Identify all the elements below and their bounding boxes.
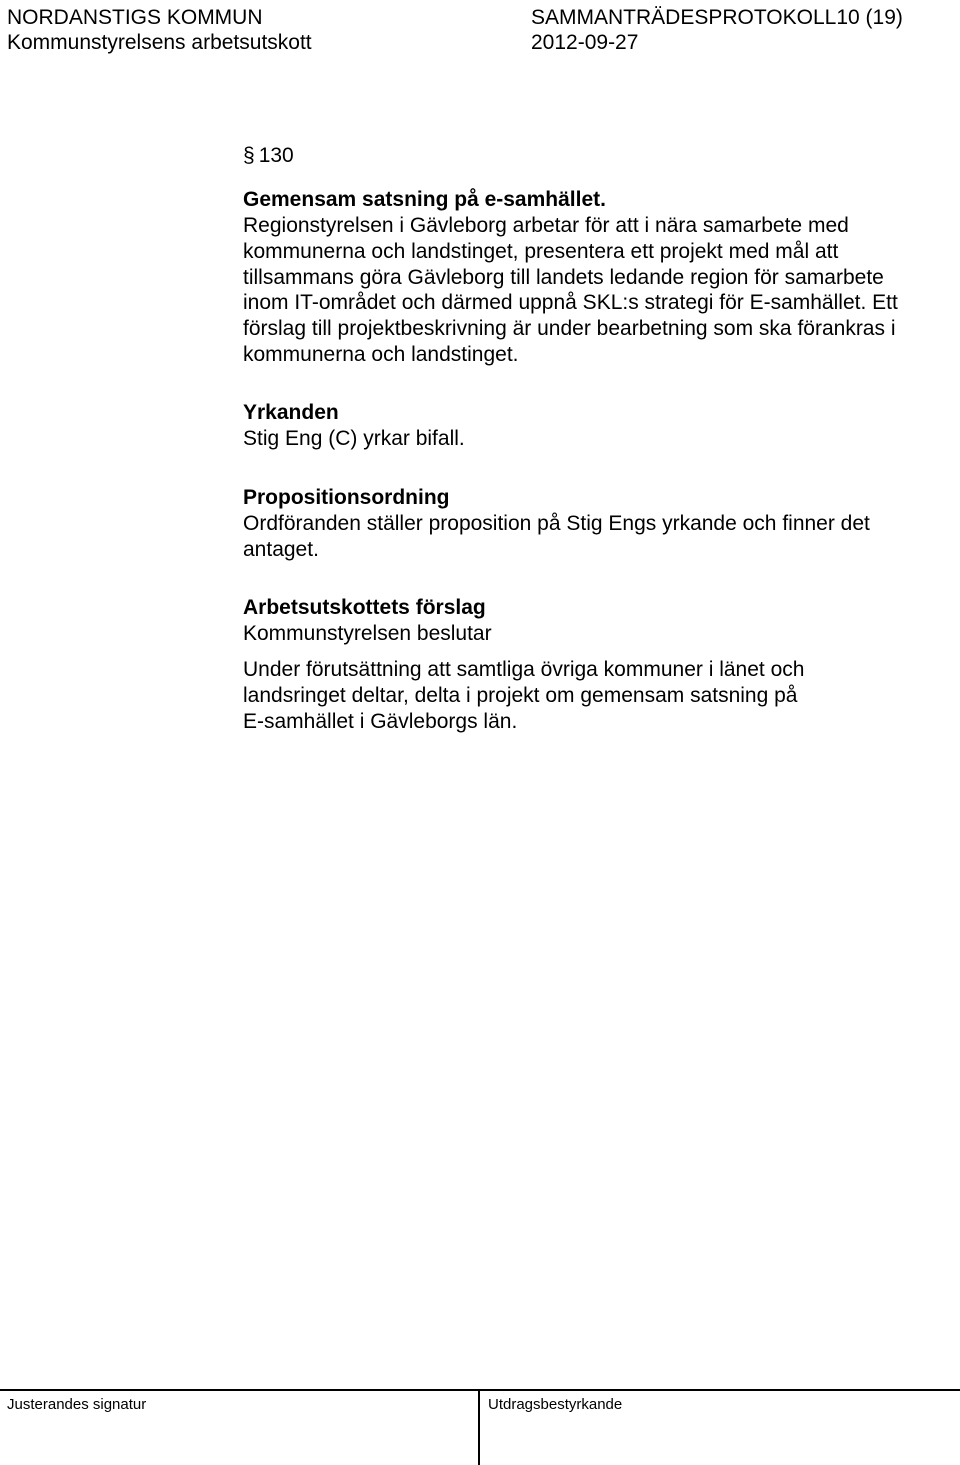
decision-line: Under förutsättning att samtliga övriga kommuner i länet och: [243, 658, 805, 681]
yrkanden-text: Stig Eng (C) yrkar bifall.: [243, 427, 465, 450]
yrkanden-heading: Yrkanden: [243, 401, 339, 424]
propositionsordning-heading: Propositionsordning: [243, 486, 450, 509]
arbetsutskottets-forslag-text: Kommunstyrelsen beslutar: [243, 622, 492, 645]
body-line: tillsammans göra Gävleborg till landets ledande region för samarbete: [243, 265, 884, 289]
decision-line: landsringet deltar, delta i projekt om gemensam satsning på: [243, 683, 798, 707]
proposition-line: antaget.: [243, 537, 319, 561]
decision-text: [243, 657, 943, 734]
decision-line: E-samhället i Gävleborgs län.: [243, 709, 518, 733]
paragraph-number-value: 130: [258, 144, 294, 167]
body-line: kommunerna och landstinget, presentera ett projekt med mål att: [243, 239, 839, 263]
meeting-date: 2012-09-27: [531, 31, 639, 54]
signature-footer: [0, 1389, 960, 1465]
committee-name: Kommunstyrelsens arbetsutskott: [7, 31, 312, 54]
body-line: inom IT-området och därmed uppnå SKL:s strategi för E-samhället. Ett: [243, 291, 898, 315]
body-line: förslag till projektbeskrivning är under bearbetning som ska förankras i: [243, 317, 896, 341]
body-line: Regionstyrelsen i Gävleborg arbetar för att i nära samarbete med: [243, 214, 849, 237]
justerandes-signatur-label: Justerandes signatur: [7, 1396, 147, 1413]
arbetsutskottets-forslag-heading: Arbetsutskottets förslag: [243, 596, 486, 619]
footer-divider: [478, 1391, 480, 1465]
utdragsbestyrkande-label: Utdragsbestyrkande: [488, 1396, 623, 1413]
body-line: kommunerna och landstinget.: [243, 342, 519, 366]
proposition-line: Ordföranden ställer proposition på Stig Engs yrkande och finner det: [243, 512, 870, 535]
section-symbol: §: [243, 144, 255, 167]
paragraph-title: Gemensam satsning på e-samhället.: [243, 188, 606, 211]
municipality-name: NORDANSTIGS KOMMUN: [7, 6, 263, 29]
paragraph-number: [243, 143, 294, 168]
document-type: SAMMANTRÄDESPROTOKOLL10 (19): [531, 6, 903, 29]
propositionsordning-text: [243, 511, 943, 563]
paragraph-body: [243, 213, 943, 368]
